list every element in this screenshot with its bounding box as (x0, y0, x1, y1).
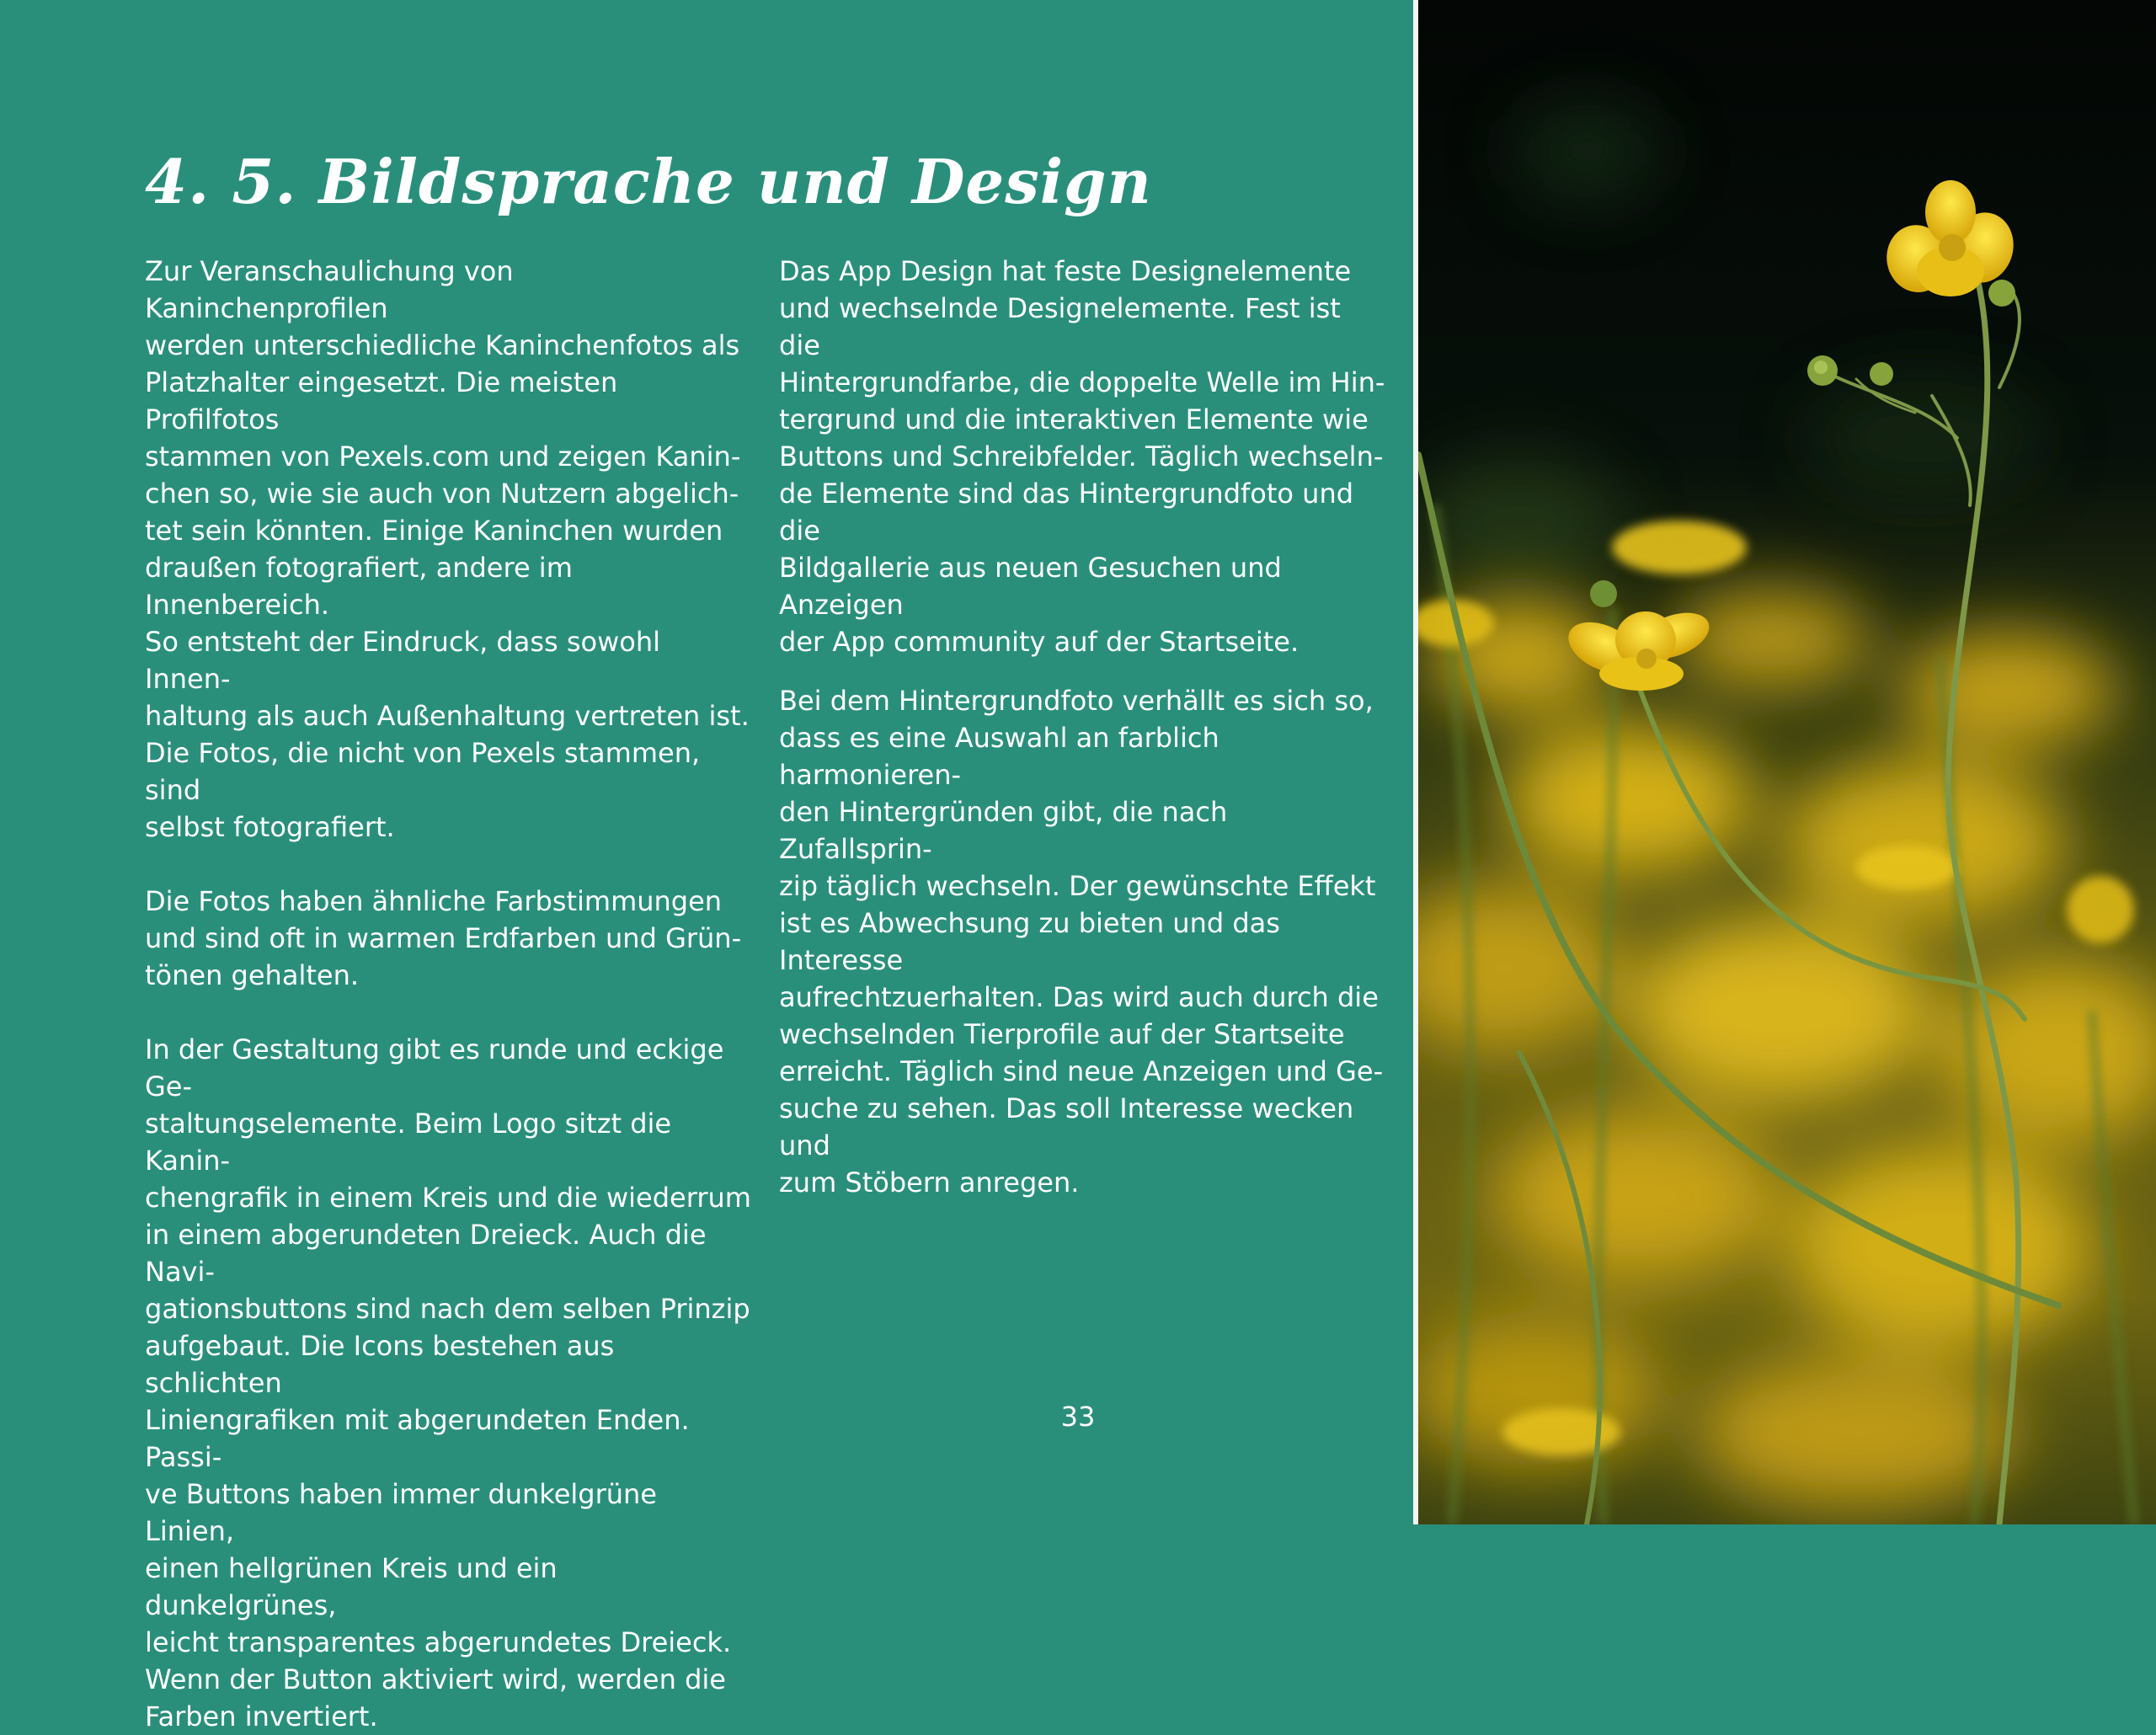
text-column-left (145, 253, 751, 1735)
paragraph-background-photo: Bei dem Hintergrundfoto verhällt es sich so, dass es eine Auswahl an farblich harmonieren- den Hintergründen gibt, die nach Zufallsprin- zip täglich wechseln. Der gewünschte Effekt ist es Abwechsung zu bieten und das Interesse aufrechtzuerhalten. Das wird auch durch die wechselnden Tierprofile auf der Startseite erreicht. Täglich sind neue Anzeigen und Ge- suche zu sehen. Das soll Interesse wecken und zum Stöbern anregen. (779, 685, 1384, 1198)
buttercup-photo-illustration (1418, 0, 2156, 1524)
text-column-right (779, 253, 1385, 1201)
page-number: 33 (1060, 1401, 1096, 1433)
paragraph-color-moods: Die Fotos haben ähnliche Farbstimmungen und sind oft in warmen Erdfarben und Grün- tönen gehalten. (145, 885, 742, 991)
paragraph-profile-photos: Zur Veranschaulichung von Kaninchenprofilen werden unterschiedliche Kaninchenfotos als Platzhalter eingesetzt. Die meisten Profilfotos stammen von Pexels.com und zeigen Kanin- chen so, wie sie auch von Nutzern abgelich- tet sein könnten. Einige Kaninchen wurden draußen fotografiert, andere im Innenbereich. So entsteht der Eindruck, dass sowohl Innen- haltung als auch Außenhaltung vertreten ist. Die Fotos, die nicht von Pexels stammen, sind selbst fotografiert. (145, 255, 750, 843)
page-title: 4. 5. Bildsprache und Design (145, 146, 1152, 217)
paragraph-design-elements: In der Gestaltung gibt es runde und eckige Ge- staltungselemente. Beim Logo sitzt die Kanin- chengrafik in einem Kreis und die wiederrum in einem abgerundeten Dreieck. Auch die Navi- gationsbuttons sind nach dem selben Prinzip aufgebaut. Die Icons bestehen aus schlichten Liniengrafiken mit abgerundeten Enden. Passi- ve Buttons haben immer dunkelgrüne Linien, einen hellgrünen Kreis und ein dunkelgrünes, leicht transparentes abgerundetes Dreieck. Wenn der Button aktiviert wird, werden die Farben invertiert. (145, 1033, 751, 1732)
buttercup-flowers-photo (1418, 0, 2156, 1524)
paragraph-app-design: Das App Design hat feste Designelemente und wechselnde Designelemente. Fest ist die Hintergrundfarbe, die doppelte Welle im Hin- tergrund und die interaktiven Elemente wie Buttons und Schreibfelder. Täglich wechseln- de Elemente sind das Hintergrundfoto und die Bildgallerie aus neuen Gesuchen und Anzeigen der App community auf der Startseite. (779, 255, 1385, 658)
